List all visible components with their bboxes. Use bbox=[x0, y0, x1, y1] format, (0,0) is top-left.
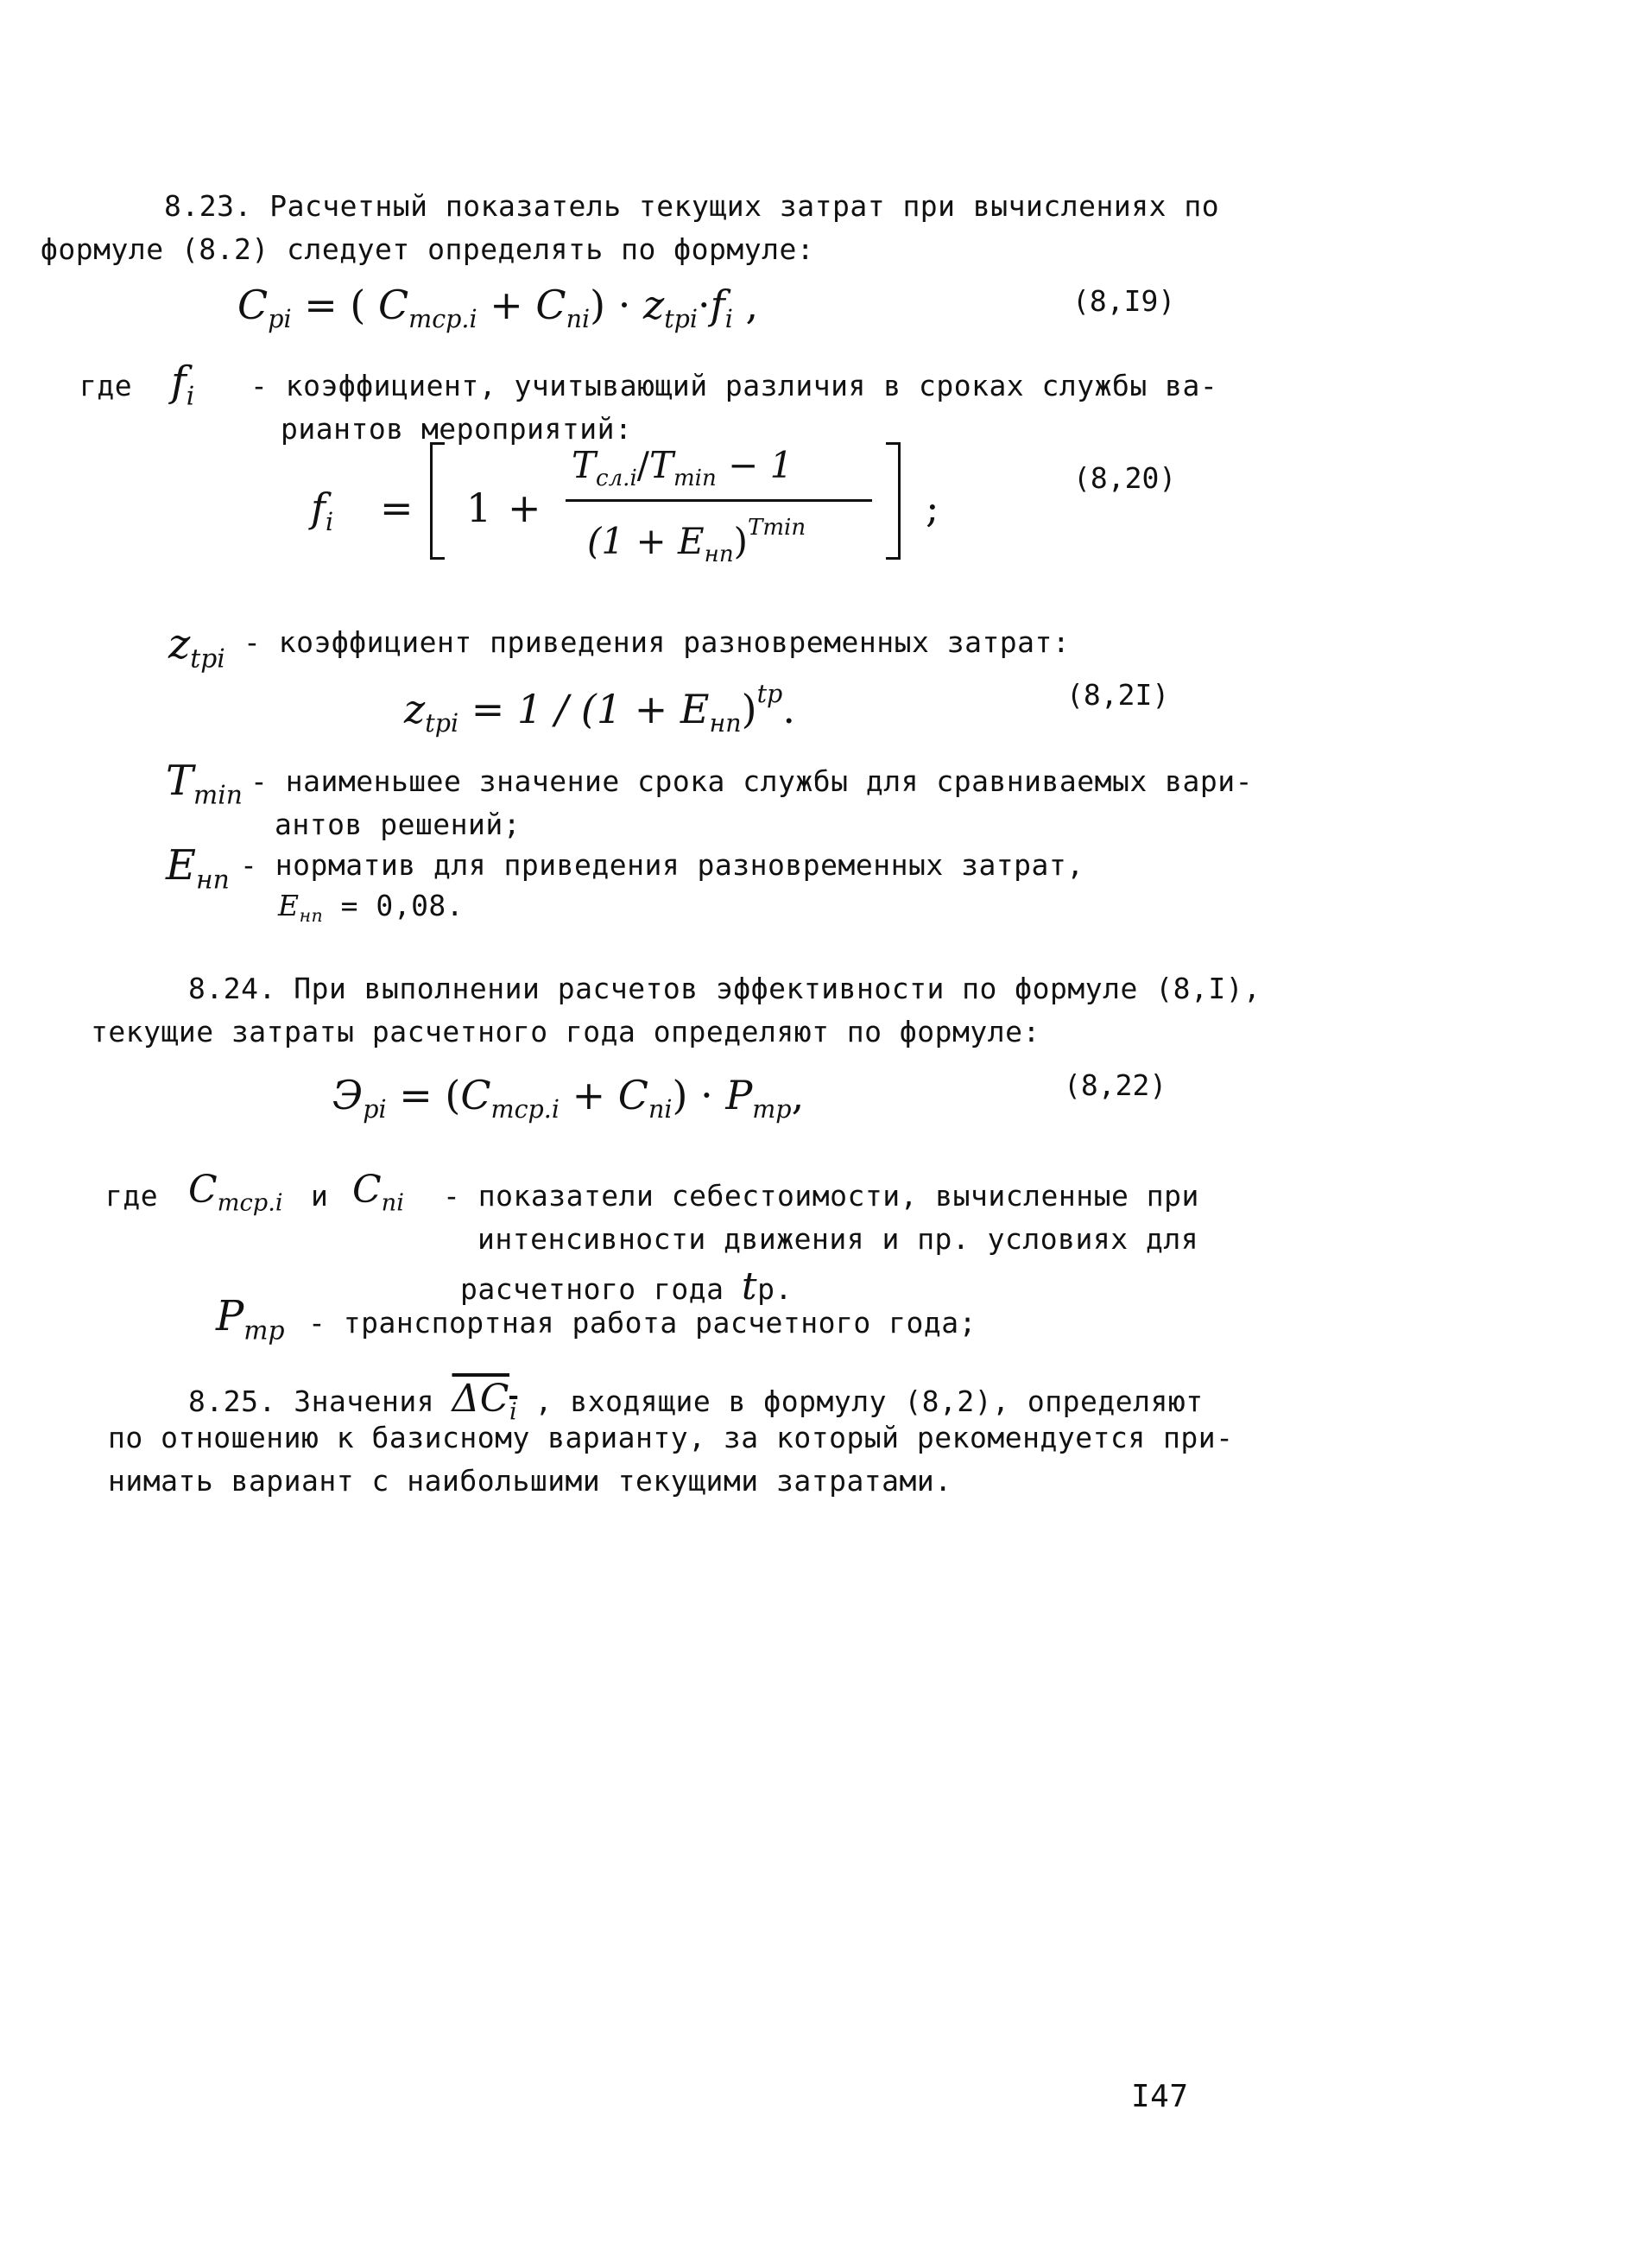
def-ztpi-text: - коэффициент приведения разновременных затрат: bbox=[243, 625, 1071, 659]
eq-8-21-equals: = bbox=[471, 686, 505, 733]
eq-8-19-c: $z_{tpi}$ bbox=[642, 282, 699, 333]
eq-8-22-dot: · bbox=[700, 1072, 713, 1118]
delta-c-symbol: $\Delta C_i$ bbox=[452, 1377, 518, 1426]
eq-8-22-lhs: $Э_{pi}$ bbox=[332, 1072, 387, 1124]
para-8-24-line-1: 8.24. При выполнении расчетов эффективности по формуле (8,I), bbox=[188, 972, 1261, 1005]
eq-8-22-plus: + bbox=[572, 1072, 606, 1118]
eq-8-19-comma: , bbox=[745, 282, 759, 328]
def-enp-symbol: $E_{нп}$ bbox=[166, 841, 230, 896]
eq-8-22-open-paren: ( bbox=[445, 1072, 461, 1118]
eq-8-19-open-paren: ( bbox=[350, 282, 366, 328]
eq-8-20-semicolon: ; bbox=[926, 485, 939, 531]
def-costs-where: где bbox=[105, 1179, 159, 1213]
para-8-24-line-2: текущие затраты расчетного года определяют по формуле: bbox=[91, 1015, 1040, 1048]
para-8-25-line-1: 8.25. Значения $\Delta C_i$ , входящие в формулу (8,2), определяют bbox=[188, 1377, 1204, 1426]
equation-8-19 bbox=[237, 282, 759, 333]
equation-number-8-20: (8,20) bbox=[1073, 461, 1177, 495]
eq-8-22-close-paren: ) bbox=[672, 1072, 688, 1118]
def-fi-line-1: - коэффициент, учитывающий различия в сроках службы ва- bbox=[250, 369, 1218, 402]
page-number: I47 bbox=[1131, 2079, 1189, 2114]
para-8-23-line-1: 8.23. Расчетный показатель текущих затрат при вычислениях по bbox=[164, 189, 1220, 223]
eq-8-22-a: $C_{тср.i}$ bbox=[460, 1072, 560, 1124]
eq-8-19-lhs: $C_{pi}$ bbox=[237, 282, 292, 333]
def-tmin-line-2: антов решений; bbox=[275, 808, 522, 841]
eq-8-20-fraction-line bbox=[566, 499, 872, 502]
eq-8-19-equals: = bbox=[304, 282, 338, 328]
def-ptr-symbol: $P_{тр}$ bbox=[216, 1292, 285, 1346]
eq-8-19-b: $C_{пi}$ bbox=[535, 282, 591, 333]
equation-8-21 bbox=[404, 682, 795, 737]
eq-8-19-close-paren: ) bbox=[590, 282, 606, 328]
def-costs-and: и bbox=[311, 1179, 329, 1213]
eq-8-21-period: . bbox=[782, 686, 795, 733]
def-tmin-line-1: - наименьшее значение срока службы для сравниваемых вари- bbox=[250, 764, 1253, 798]
equation-number-8-19: (8,I9) bbox=[1072, 284, 1176, 318]
eq-8-22-equals: = bbox=[399, 1072, 433, 1118]
eq-8-19-dot-2: · bbox=[698, 282, 711, 328]
def-costs-line-3: расчетного года tр. bbox=[460, 1264, 793, 1308]
def-enp-line-1: - норматив для приведения разновременных затрат, bbox=[240, 848, 1084, 882]
equation-number-8-22: (8,22) bbox=[1064, 1068, 1167, 1102]
eq-8-20-equals: = bbox=[380, 485, 414, 531]
eq-8-19-plus: + bbox=[490, 282, 523, 328]
def-costs-line-1: - показатели себестоимости, вычисленные при bbox=[443, 1179, 1199, 1213]
eq-8-19-d: $f_i$ bbox=[710, 282, 733, 333]
def-tmin-symbol: $T_{min}$ bbox=[166, 757, 243, 811]
def-ztpi-symbol: $z_{tpi}$ bbox=[168, 620, 225, 675]
eq-8-20-lhs: $f_i$ bbox=[311, 485, 334, 536]
def-ptr-text: - транспортная работа расчетного года; bbox=[308, 1306, 977, 1340]
para-8-25-line-2: по отношению к базисному варианту, за который рекомендуется при- bbox=[108, 1421, 1234, 1454]
eq-8-20-left-bracket bbox=[430, 442, 445, 560]
def-costs-line-2: интенсивности движения и пр. условиях для bbox=[477, 1222, 1199, 1256]
eq-8-20-right-bracket bbox=[886, 442, 901, 560]
eq-8-22-b: $C_{пi}$ bbox=[617, 1072, 673, 1124]
def-costs-symbol-2: $C_{пi}$ bbox=[352, 1168, 404, 1217]
def-enp-value: $E_{нп} = 0,08$. bbox=[278, 889, 465, 927]
para-8-23-line-2: формуле (8.2) следует определять по формуле: bbox=[41, 232, 815, 266]
equation-8-22 bbox=[332, 1072, 805, 1124]
para-8-25-line-3: нимать вариант с наибольшими текущими затратами. bbox=[108, 1464, 952, 1498]
eq-8-19-dot-1: · bbox=[617, 282, 631, 328]
eq-8-21-lhs: $z_{tpi}$ bbox=[404, 686, 459, 738]
eq-8-22-c: $P_{тр}$ bbox=[725, 1072, 792, 1124]
eq-8-19-a: $C_{тср.i}$ bbox=[377, 282, 477, 333]
eq-8-20-one: 1 bbox=[466, 485, 492, 531]
eq-8-21-rhs: $1 / (1 + E_{нп})^{tp}$ bbox=[516, 680, 783, 738]
def-fi-symbol: $f_i$ bbox=[171, 358, 195, 412]
eq-8-22-comma: , bbox=[791, 1072, 805, 1118]
eq-8-20-denominator: $(1 + E_{нп})^{Tmin}$ bbox=[587, 515, 806, 568]
eq-8-20-numerator: $T_{сл.i}/T_{min} - 1$ bbox=[572, 444, 794, 492]
def-costs-symbol-1: $C_{тср.i}$ bbox=[188, 1168, 283, 1217]
def-fi-where: где bbox=[79, 369, 133, 402]
eq-8-20-plus: + bbox=[508, 485, 541, 531]
def-fi-line-2: риантов мероприятий: bbox=[281, 412, 633, 446]
equation-number-8-21: (8,2I) bbox=[1066, 678, 1170, 712]
